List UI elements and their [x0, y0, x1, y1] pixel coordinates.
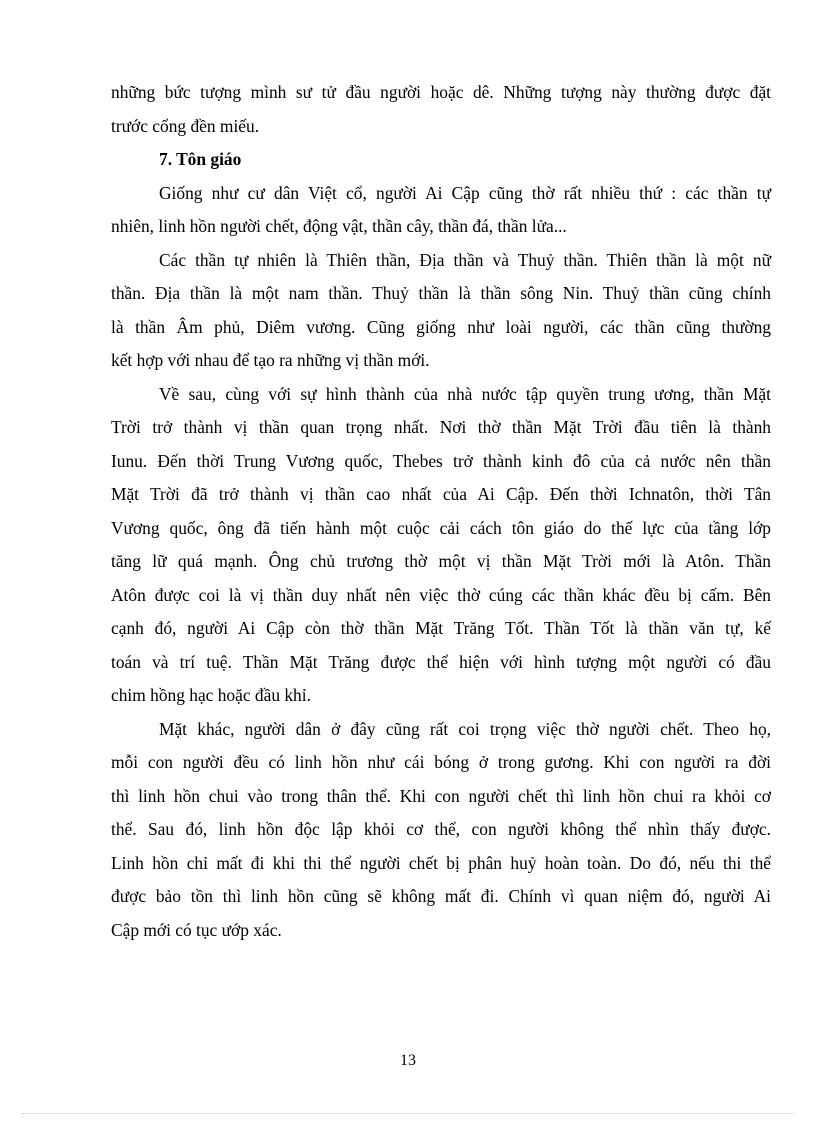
text-line: kết hợp với nhau để tạo ra những vị thần mới.: [111, 350, 430, 370]
text-line: Cập mới có tục ướp xác.: [111, 919, 282, 940]
text-line: Atôn được coi là vị thần duy nhất nên việc thờ cúng các thần khác đều bị cấm. Bên: [111, 584, 771, 605]
text-line: Mặt khác, người dân ở đây cũng rất coi trọng việc thờ người chết. Theo họ,: [159, 718, 771, 739]
page-number: 13: [400, 1052, 416, 1069]
text-line: thì linh hồn chui vào trong thân thể. Khi con người chết thì linh hồn chui ra khỏi cơ: [111, 785, 771, 806]
text-line: thần. Địa thần là một nam thần. Thuỷ thần là thần sông Nin. Thuỷ thần cũng chính: [111, 283, 771, 303]
body-text: [111, 76, 771, 947]
text-line: trước cổng đền miếu.: [111, 115, 260, 136]
text-line: Giống như cư dân Việt cổ, người Ai Cập cũng thờ rất nhiều thứ : các thần tự: [159, 182, 771, 203]
text-line: Linh hồn chỉ mất đi khi thi thể người chết bị phân huỷ hoàn toàn. Do đó, nếu thi thể: [111, 852, 771, 873]
text-line: thể. Sau đó, linh hồn độc lập khỏi cơ thể, con người không thể nhìn thấy được.: [111, 819, 771, 839]
text-line: Vương quốc, ông đã tiến hành một cuộc cải cách tôn giáo do thế lực của tầng lớp: [111, 517, 771, 538]
text-line: tăng lữ quá mạnh. Ông chủ trương thờ một vị thần Mặt Trời mới là Atôn. Thần: [111, 551, 771, 571]
text-line: là thần Âm phủ, Diêm vương. Cũng giống như loài người, các thần cũng thường: [111, 316, 771, 337]
text-line: chim hồng hạc hoặc đầu khỉ.: [111, 685, 311, 705]
text-line: toán và trí tuệ. Thần Mặt Trăng được thể hiện với hình tượng một người có đầu: [111, 651, 771, 672]
text-line: Các thần tự nhiên là Thiên thần, Địa thần và Thuỷ thần. Thiên thần là một nữ: [159, 249, 771, 270]
text-line: Về sau, cùng với sự hình thành của nhà nước tập quyền trung ương, thần Mặt: [159, 383, 771, 404]
text-line: được bảo tồn thì linh hồn cũng sẽ không mất đi. Chính vì quan niệm đó, người Ai: [111, 886, 771, 906]
text-line: Iunu. Đến thời Trung Vương quốc, Thebes trở thành kinh đô của cả nước nên thần: [111, 450, 771, 471]
text-line: nhiên, linh hồn người chết, động vật, thần cây, thần đá, thần lửa...: [111, 216, 567, 236]
paragraph: [111, 378, 771, 713]
paragraph: [111, 177, 771, 244]
paragraph: [111, 713, 771, 948]
text-line: cạnh đó, người Ai Cập còn thờ thần Mặt Trăng Tốt. Thần Tốt là thần văn tự, kế: [111, 618, 771, 638]
text-line: Trời trở thành vị thần quan trọng nhất. Nơi thờ thần Mặt Trời đầu tiên là thành: [111, 417, 771, 437]
paragraph: [111, 244, 771, 378]
text-line: những bức tượng mình sư tử đầu người hoặc dê. Những tượng này thường được đặt: [111, 82, 771, 102]
paragraph: [111, 76, 771, 143]
text-line: Mặt Trời đã trở thành vị thần cao nhất của Ai Cập. Đến thời Ichnatôn, thời Tân: [111, 484, 771, 504]
section-heading: 7. Tôn giáo: [159, 149, 242, 169]
text-line: mỗi con người đều có linh hồn như cái bóng ở trong gương. Khi con người ra đời: [111, 752, 771, 772]
page-bottom-divider: [22, 1113, 794, 1114]
